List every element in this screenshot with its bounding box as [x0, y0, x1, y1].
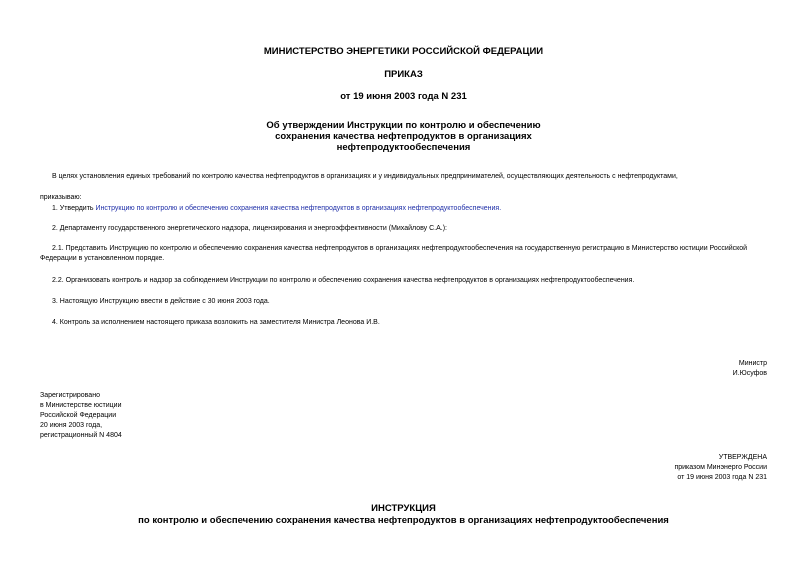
doc-type-heading: ПРИКАЗ — [384, 69, 423, 80]
item-1-prefix: 1. Утвердить — [52, 205, 96, 212]
item-2-2: 2.2. Организовать контроль и надзор за соблюдением Инструкции по контролю и обеспечению сохранения качества нефтепродуктов в организациях нефтепродуктообеспечения. — [52, 277, 635, 284]
instruction-subtitle: по контролю и обеспечению сохранения качества нефтепродуктов в организациях нефтепродуктообеспечения — [138, 515, 669, 526]
preamble-paragraph: В целях установления единых требований по контролю качества нефтепродуктов в организациях и у индивидуальных предпринимателей, осуществляющих деятельность с нефтепродуктами, — [52, 173, 678, 180]
doc-title-line-3: нефтепродуктообеспечения — [336, 142, 471, 153]
ministry-heading: МИНИСТЕРСТВО ЭНЕРГЕТИКИ РОССИЙСКОЙ ФЕДЕРАЦИИ — [263, 46, 544, 57]
item-4: 4. Контроль за исполнением настоящего приказа возложить на заместителя Министра Леонова И.В. — [52, 319, 380, 326]
approval-line-2: приказом Минэнерго России — [674, 464, 767, 471]
instruction-title: ИНСТРУКЦИЯ — [371, 503, 436, 514]
doc-title-line-1: Об утверждении Инструкции по контролю и обеспечению — [266, 120, 541, 131]
approval-line-3: от 19 июня 2003 года N 231 — [677, 474, 767, 481]
registration-line-1: Зарегистрировано — [40, 392, 100, 399]
item-2-1-line-2: Федерации в установленном порядке. — [40, 255, 165, 262]
item-1 — [52, 204, 501, 214]
registration-line-2: в Министерстве юстиции — [40, 402, 122, 409]
instruction-link[interactable]: Инструкцию по контролю и обеспечению сохранения качества нефтепродуктов в организациях нефтепродуктообеспечения. — [95, 205, 502, 212]
item-2: 2. Департаменту государственного энергетического надзора, лицензирования и энергоэффективности (Михайлову С.А.): — [52, 225, 447, 232]
order-word: приказываю: — [40, 194, 82, 201]
doc-date-number: от 19 июня 2003 года N 231 — [340, 91, 467, 102]
doc-title-line-2: сохранения качества нефтепродуктов в организациях — [275, 131, 532, 142]
approval-line-1: УТВЕРЖДЕНА — [718, 454, 767, 461]
registration-line-3: Российской Федерации — [40, 412, 117, 419]
registration-line-5: регистрационный N 4804 — [40, 432, 122, 439]
signature-position: Министр — [738, 360, 767, 367]
item-2-1-line-1: 2.1. Представить Инструкцию по контролю и обеспечению сохранения качества нефтепродуктов в организациях нефтепродуктообеспечения на государственную регистрацию в Министерство юстиции Российской — [52, 245, 748, 252]
item-3: 3. Настоящую Инструкцию ввести в действие с 30 июня 2003 года. — [52, 298, 270, 305]
registration-line-4: 20 июня 2003 года, — [40, 422, 103, 429]
signature-name: И.Юсуфов — [732, 370, 767, 377]
